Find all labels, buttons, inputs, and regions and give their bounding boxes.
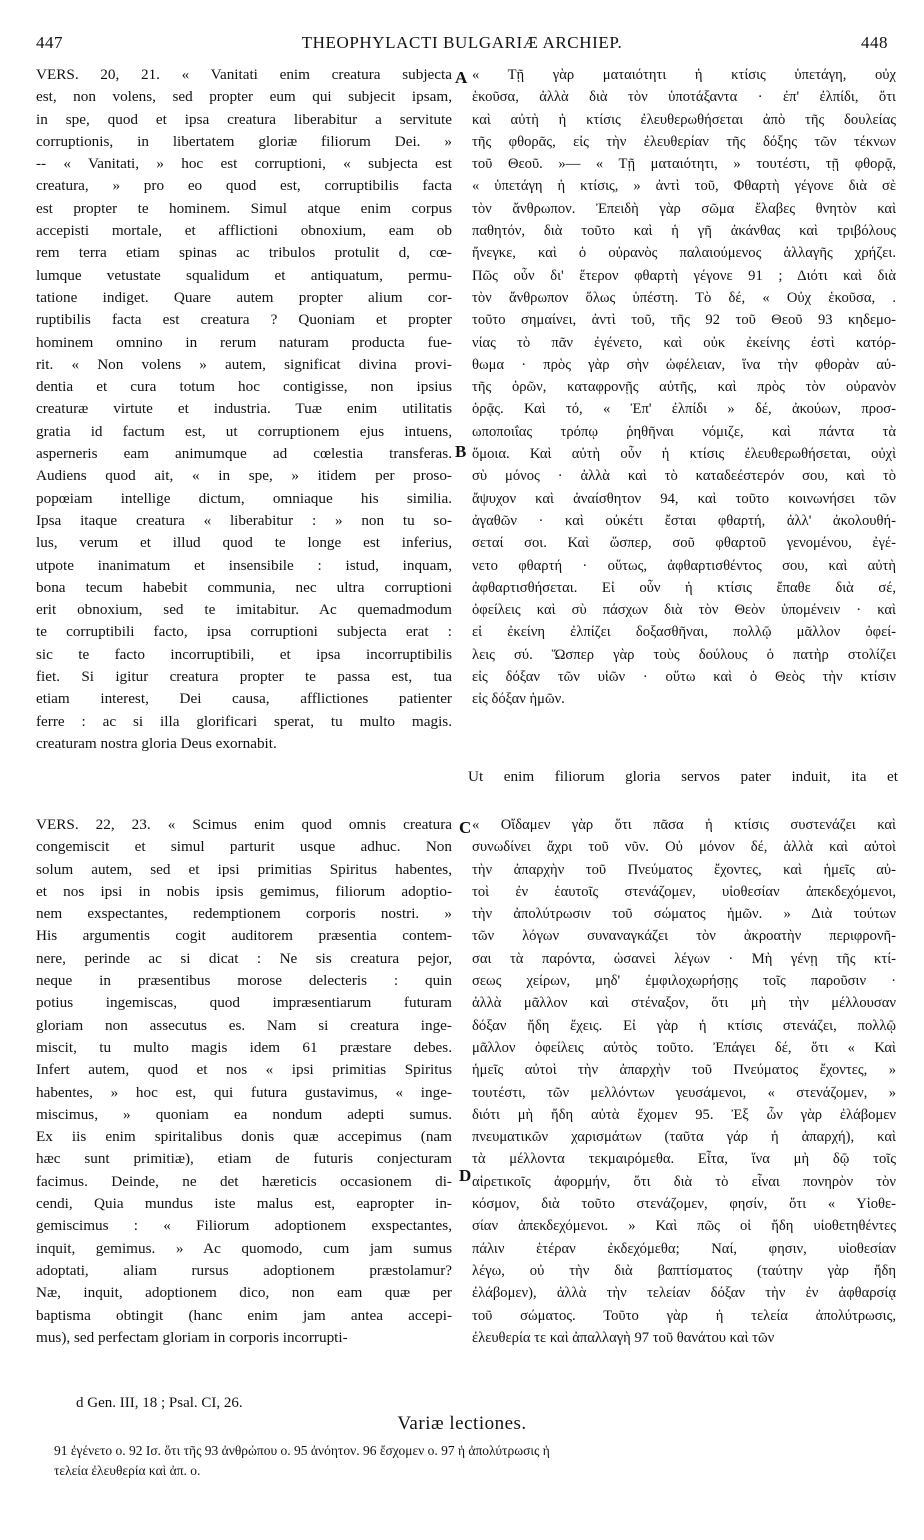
greek-text-line: συνωδίνει ἄχρι τοῦ νῦν. Οὐ μόνον δέ, ἀλλὰ καὶ αὐτοὶ <box>472 839 896 856</box>
latin-text-line: neque in præsentibus morose delecteris : quin <box>36 972 452 990</box>
latin-text-line: Audiens quod ait, « in spe, » itidem per proso- <box>36 467 452 485</box>
greek-text-line: τῶν λόγων συναναγκάζει τὸν ἀκροατὴν περιφρονῆ- <box>472 928 896 945</box>
latin-text-line: adoptati, aliam rursus adoptionem præstolamur? <box>36 1261 452 1279</box>
greek-text-line: τουτέστι, τῶν μελλόντων γευσάμενοι, « στενάζομεν, » <box>472 1084 896 1101</box>
greek-text-line: τὴν ἀπολύτρωσιν τοῦ σώματος ἡμῶν. » Διὰ τούτων <box>472 906 896 923</box>
latin-text-line: dentia et cura totum hoc contigisse, non ipsius <box>36 378 452 396</box>
latin-text-line: bona tecum habebit communia, nec ultra corruptioni <box>36 578 452 596</box>
latin-text-line: congemiscit et simul parturit usque adhuc. Non <box>36 838 452 856</box>
greek-text-line: ἀλλὰ μᾶλλον καὶ στέναξον, ὅτι μὴ τὴν μέλλουσαν <box>472 995 896 1012</box>
latin-bridge-line: Ut enim filiorum gloria servos pater induit, ita et <box>468 768 898 785</box>
greek-text-line: « ὑπετάγη ἡ κτίσις, » ἀντὶ τοῦ, Φθαρτὴ γέγονε διὰ σὲ <box>472 178 896 195</box>
greek-text-line: Πῶς οὖν δι' ἕτερον φθαρτὴ γέγονε 91 ; Διότι καὶ διὰ <box>472 267 896 284</box>
greek-text-line: τὰ μέλλοντα τεκμαιρόμεθα. Εἶτα, ἵνα μὴ δῷ τοῖς <box>472 1151 896 1168</box>
latin-text-line: te corruptibili facto, ipsa corruptioni subjecta erat : <box>36 623 452 641</box>
latin-text-line: erit obnoxium, sed te imitabitur. Ac quemadmodum <box>36 601 452 619</box>
latin-text-line: est propter te hominem. Simul atque enim corpus <box>36 199 452 217</box>
latin-text-line: miscimus, » quoniam ea nondum adepti sumus. <box>36 1105 452 1123</box>
latin-text-line: fiet. Si igitur creatura propter te passa est, tua <box>36 668 452 686</box>
latin-text-line: lumque vetustate squalidum et antiquatum, permu- <box>36 266 452 284</box>
greek-text-line: καὶ αὐτὴ ἡ κτίσις ἐλευθερωθήσεται ἀπὸ τῆς δουλείας <box>472 111 896 128</box>
latin-text-line: solum autem, sed et ipsi primitias Spiritus habentes, <box>36 860 452 878</box>
latin-text-line: ruptibilis facta est creatura ? Quoniam et propter <box>36 311 452 329</box>
greek-text-line: ἀγαθῶν · καὶ οὐκέτι ἔσται φθαρτή, ἀλλ' ἀκολουθή- <box>472 512 896 529</box>
footnote: d Gen. III, 18 ; Psal. CI, 26. <box>76 1395 243 1411</box>
greek-text-line: νίας τὸ πᾶν ἐγένετο, καὶ οὐκ ἐκείνης ἐστὶ κατόρ- <box>472 334 896 351</box>
latin-text-line: nem exspectantes, redemptionem corporis nostri. » <box>36 905 452 923</box>
latin-text-line: habentes, » hoc est, qui futura gustavimus, « inge- <box>36 1083 452 1101</box>
greek-text-line: ἐλευθερία τε καὶ ἀπαλλαγὴ 97 τοῦ θανάτου καὶ τῶν <box>472 1329 775 1346</box>
greek-text-line: ὅμοια. Καὶ αὐτὴ οὖν ἡ κτίσις ἐλευθερωθήσεται, οὐχὶ <box>472 446 896 463</box>
latin-text-line: nere, perinde ac si dicat : Ne sis creatura pejor, <box>36 949 452 967</box>
latin-text-line: utpote inanimatum et insensibile : istud, inquam, <box>36 556 452 574</box>
latin-text-line: popœiam intellige dictum, omniaque his similia. <box>36 489 452 507</box>
greek-text-line: πάλιν ἑτέραν ἐκδεχόμεθα; Ναί, φησιν, υἱοθεσίαν <box>472 1240 896 1257</box>
margin-letter-a: A <box>455 68 468 87</box>
latin-text-line: lus, verum et illud quod te longe est inferius, <box>36 534 452 552</box>
latin-text-line: gloriam non assecutus es. Nam si creatura inge- <box>36 1016 452 1034</box>
latin-text-line: creaturam nostra gloria Deus exornabit. <box>36 734 277 752</box>
latin-text-line: creatura, » pro eo quod est, corruptibilis facta <box>36 177 452 195</box>
greek-text-line: διότι μὴ ἤδη αὐτὰ ἔχομεν 95. Ἐξ ὧν γὰρ ἐλάβομεν <box>472 1106 896 1123</box>
latin-text-line: et nos ipsi in nobis ipsis gemimus, filiorum adoptio- <box>36 882 452 900</box>
latin-text-line: Næ, inquit, adoptionem dico, non eam quæ per <box>36 1284 452 1302</box>
latin-column-block-2 <box>36 814 452 1349</box>
greek-text-line: τῆς φθορᾶς, εἰς τὴν ἐλευθερίαν τῆς δόξης τῶν τέκνων <box>472 133 896 150</box>
latin-text-line: VERS. 20, 21. « Vanitati enim creatura subjecta <box>36 66 452 83</box>
greek-text-line: « Οἴδαμεν γὰρ ὅτι πᾶσα ἡ κτίσις συστενάζει καὶ <box>472 817 896 833</box>
page-number-left: 447 <box>36 33 63 52</box>
greek-text-line: πνευματικῶν χαρισμάτων (ταῦτα γάρ ἡ ἀπαρχή), καὶ <box>472 1129 896 1146</box>
latin-text-line: baptisma obtingit (hanc enim jam antea accepi- <box>36 1306 452 1324</box>
variae-lectiones-title: Variæ lectiones. <box>397 1413 527 1434</box>
latin-text-line: cendi, Quia mundus iste malus est, eapropter in- <box>36 1195 452 1213</box>
greek-text-line: « Τῇ γὰρ ματαιότητι ἡ κτίσις ὑπετάγη, οὐχ <box>472 67 896 83</box>
greek-text-line: θωμα · πρὸς γὰρ σὴν ὠφέλειαν, ἵνα τὴν φθορὰν αὐ- <box>472 356 896 373</box>
latin-text-line: accepisti mortale, et afflictioni obnoxium, eam ob <box>36 222 452 240</box>
latin-text-line: mus), sed perfectam gloriam in corporis incorrupti- <box>36 1328 348 1346</box>
greek-text-line: δόξαν ἤδη ἔχεις. Εἰ γὰρ ἡ κτίσις στενάζει, πολλῷ <box>472 1017 896 1034</box>
greek-text-line: ἀφθαρτισθήσεται. Εἰ οὖν ἡ κτίσις ἔπαθε διὰ σέ, <box>472 579 896 596</box>
greek-text-line: αἱρετικοῖς ἀφορμήν, ὅτι διὰ τὸ εἶναι πονηρὸν τὸν <box>472 1173 896 1190</box>
greek-text-line: εἰ ἐκείνη ἐλπίζει δοξασθῆναι, πολλῷ μᾶλλον ὀφεί- <box>472 624 896 641</box>
latin-text-line: rit. « Non volens » autem, significat divina provi- <box>36 355 452 373</box>
latin-text-line: asperneris eam animumque ad cœlestia transferas. <box>36 445 452 463</box>
greek-text-line: τοὶ ἐν ἑαυτοῖς στενάζομεν, υἱοθεσίαν ἀπεκδεχόμενοι, <box>472 883 896 900</box>
margin-letter-b: B <box>455 442 467 461</box>
latin-text-line: VERS. 22, 23. « Scimus enim quod omnis creatura <box>36 816 452 833</box>
greek-text-line: σεταί σοι. Καὶ ὥσπερ, σοῦ φθαρτοῦ γενομένου, ἐγέ- <box>472 535 896 552</box>
latin-text-line: Infert autem, quod et nos « ipsi primitias Spiritus <box>36 1061 452 1079</box>
latin-text-line: facimus. Deinde, ne det hæreticis occasionem di- <box>36 1172 452 1190</box>
margin-letter-c: C <box>459 818 472 837</box>
greek-text-line: τὴν ἀπαρχὴν τοῦ Πνεύματος ἔχοντες, καὶ ἡμεῖς αὐ- <box>472 861 896 878</box>
greek-text-line: παθητόν, διὰ τοῦτο καὶ ἡ γῆ ἀκάνθας καὶ τριβόλους <box>472 223 896 240</box>
latin-text-line: ferre : ac si illa glorificari sperat, tu multo magis. <box>36 712 452 730</box>
greek-text-line: ἤνεγκε, καὶ ὁ οὐρανὸς παλαιούμενος ἀλλαγῆς χρήζει. <box>472 245 896 262</box>
latin-text-line: Ipsa itaque creatura « liberabitur : » non tu so- <box>36 511 452 529</box>
latin-text-line: sic te facto incorruptibili, et ipsa incorruptibilis <box>36 645 452 663</box>
latin-text-line: hæc sunt primitiæ), etiam de futuris conjecturam <box>36 1150 452 1168</box>
greek-text-line: εἰς δόξαν τῶν υἱῶν · οὕτω καὶ ὁ Θεὸς τὴν κτίσιν <box>472 669 896 686</box>
latin-text-line: etiam interest, Dei causa, afflictiones patienter <box>36 690 452 708</box>
greek-text-line: νετο φθαρτή · οὕτως, ἀφθαρτισθέντος σου, καὶ αὐτὴ <box>472 557 896 574</box>
latin-text-line: corruptionis, in libertatem gloriæ filiorum Dei. » <box>36 132 452 150</box>
latin-text-line: gratia id factum est, ut corruptionem ejus intuens, <box>36 422 452 440</box>
latin-text-line: His argumentis cogit auditorem præsentia contem- <box>36 927 452 945</box>
greek-text-line: ἑκοῦσα, ἀλλὰ διὰ τὸν ὑποτάξαντα · ἐπ' ἐλπίδι, ὅτι <box>472 89 896 106</box>
running-title: THEOPHYLACTI BULGARIÆ ARCHIEP. <box>301 33 623 52</box>
greek-text-line: τοῦ Θεοῦ. »— « Τῇ ματαιότητι, » τουτέστι, τῇ φθορᾷ, <box>472 156 896 173</box>
greek-text-line: τοῦ σώματος. Τοῦτο γὰρ ἡ τελεία ἀπολύτρωσις, <box>472 1307 896 1324</box>
greek-text-line: σαι τὰ παρόντα, ὡσανεὶ λέγων · Μὴ γένῃ τῆς κτί- <box>472 950 896 967</box>
variant-reading-line: τελεία ἐλευθερία καὶ ἀπ. ο. <box>54 1463 201 1478</box>
greek-text-line: τῆς ὁρῶν, καταφρονῇς αὐτῆς, καὶ πρὸς τὸν οὐρανὸν <box>472 379 896 396</box>
latin-text-line: Ex iis enim spiritalibus donis quæ accepimus (nam <box>36 1128 452 1146</box>
latin-text-line: miscit, tu multo magis idem 61 præstare debes. <box>36 1038 452 1056</box>
greek-text-line: σίαν ἀπεκδεχόμενοι. » Καὶ πῶς οἱ ἤδη υἱοθετηθέντες <box>472 1218 896 1235</box>
latin-text-line: inquit, gemimus. » Ac quomodo, cum jam sumus <box>36 1239 452 1257</box>
latin-column-block-1 <box>36 64 452 755</box>
greek-column-block-2 <box>472 814 896 1349</box>
greek-text-line: τὸν ἄνθρωπον. Ἐπειδὴ γὰρ σῶμα ἔλαβες θνητὸν καὶ <box>472 200 896 217</box>
greek-text-line: κόσμον, διὰ τοῦτο στενάζομεν, φησίν, ὅτι « Υἱοθε- <box>472 1196 896 1213</box>
greek-text-line: σεως χείρων, μηδ' ἐμφιλοχωρήσῃς τοῖς παροῦσιν · <box>472 973 896 990</box>
greek-text-line: τοῦτο σημαίνει, ἀντὶ τοῦ, τῆς 92 τοῦ Θεοῦ 93 κηδεμο- <box>472 312 896 329</box>
greek-text-line: ἡμεῖς αὐτοὶ τὴν ἀπαρχὴν τοῦ Πνεύματος ἔχοντες, » <box>472 1062 896 1079</box>
latin-text-line: -- « Vanitati, » hoc est corruptioni, « subjecta est <box>36 155 452 173</box>
latin-text-line: potius ingemiscas, quod impræsentiarum futuram <box>36 994 452 1012</box>
greek-text-line: τὸν ἄνθρωπον ὅλως ὑπέστη. Τὸ δέ, « Οὐχ ἑκοῦσα, . <box>472 289 896 306</box>
greek-text-line: εἰς δόξαν ἡμῶν. <box>472 691 565 708</box>
margin-letter-d: D <box>459 1166 472 1185</box>
greek-column-block-1 <box>472 64 896 711</box>
latin-text-line: est, non volens, sed propter eum qui subjecit ipsam, <box>36 88 452 106</box>
greek-text-line: ἐλάβομεν), ἀλλὰ τὴν τελείαν δόξαν τὴν ἐν ἀφθαρσίᾳ <box>472 1285 896 1302</box>
page-number-right: 448 <box>861 33 888 52</box>
variae-lectiones <box>54 1441 904 1481</box>
latin-text-line: in spe, quod et ipsa creatura liberabitur a servitute <box>36 110 452 128</box>
greek-text-line: ἄψυχον καὶ ἀναίσθητον 94, καὶ τοῦτο κοινωνήσει τῶν <box>472 490 896 507</box>
greek-text-line: λέγω, οὐ τὴν διὰ βαπτίσματος (ταύτην γὰρ ἤδη <box>472 1262 896 1279</box>
greek-text-line: λεις σύ. Ὥσπερ γὰρ τοὺς δούλους ὁ πατὴρ στολίζει <box>472 646 896 663</box>
latin-text-line: hominem omnino in rerum naturam producta fue- <box>36 333 452 351</box>
latin-text-line: gemiscimus : « Filiorum adoptionem exspectantes, <box>36 1217 452 1235</box>
latin-text-line: rem terra etiam spinas ac tribulos protulit d, cœ- <box>36 244 452 262</box>
greek-text-line: μᾶλλον ὀφείλεις αὐτὸς τοῦτο. Ἐπάγει δέ, ὅτι « Καὶ <box>472 1039 896 1056</box>
variant-reading-line: 91 ἐγένετο ο. 92 Ισ. ὅτι τῆς 93 ἀνθρώπου ο. 95 ἀνόητον. 96 ἔσχομεν ο. 97 ἡ ἀπολύτρωσις ἡ <box>54 1443 550 1458</box>
greek-text-line: ὀφείλεις καὶ σὺ πάσχων διὰ τὸν Θεὸν ὑπομένειν · καὶ <box>472 602 896 619</box>
latin-text-line: tatione indiget. Quare autem propter alium cor- <box>36 288 452 306</box>
greek-text-line: ὁρᾷς. Καὶ τό, « Ἐπ' ἐλπίδι » δέ, ἀκούων, προσ- <box>472 401 896 418</box>
greek-text-line: σὺ μόνος · ἀλλὰ καὶ τὸ καταδεέστερόν σου, καὶ τὸ <box>472 468 896 485</box>
greek-text-line: ωποποιΐας τρόπῳ ῥηθῆναι νόμιζε, καὶ πάντα τὰ <box>472 423 896 440</box>
latin-text-line: creaturæ virtute et industria. Tuæ enim utilitatis <box>36 400 452 418</box>
